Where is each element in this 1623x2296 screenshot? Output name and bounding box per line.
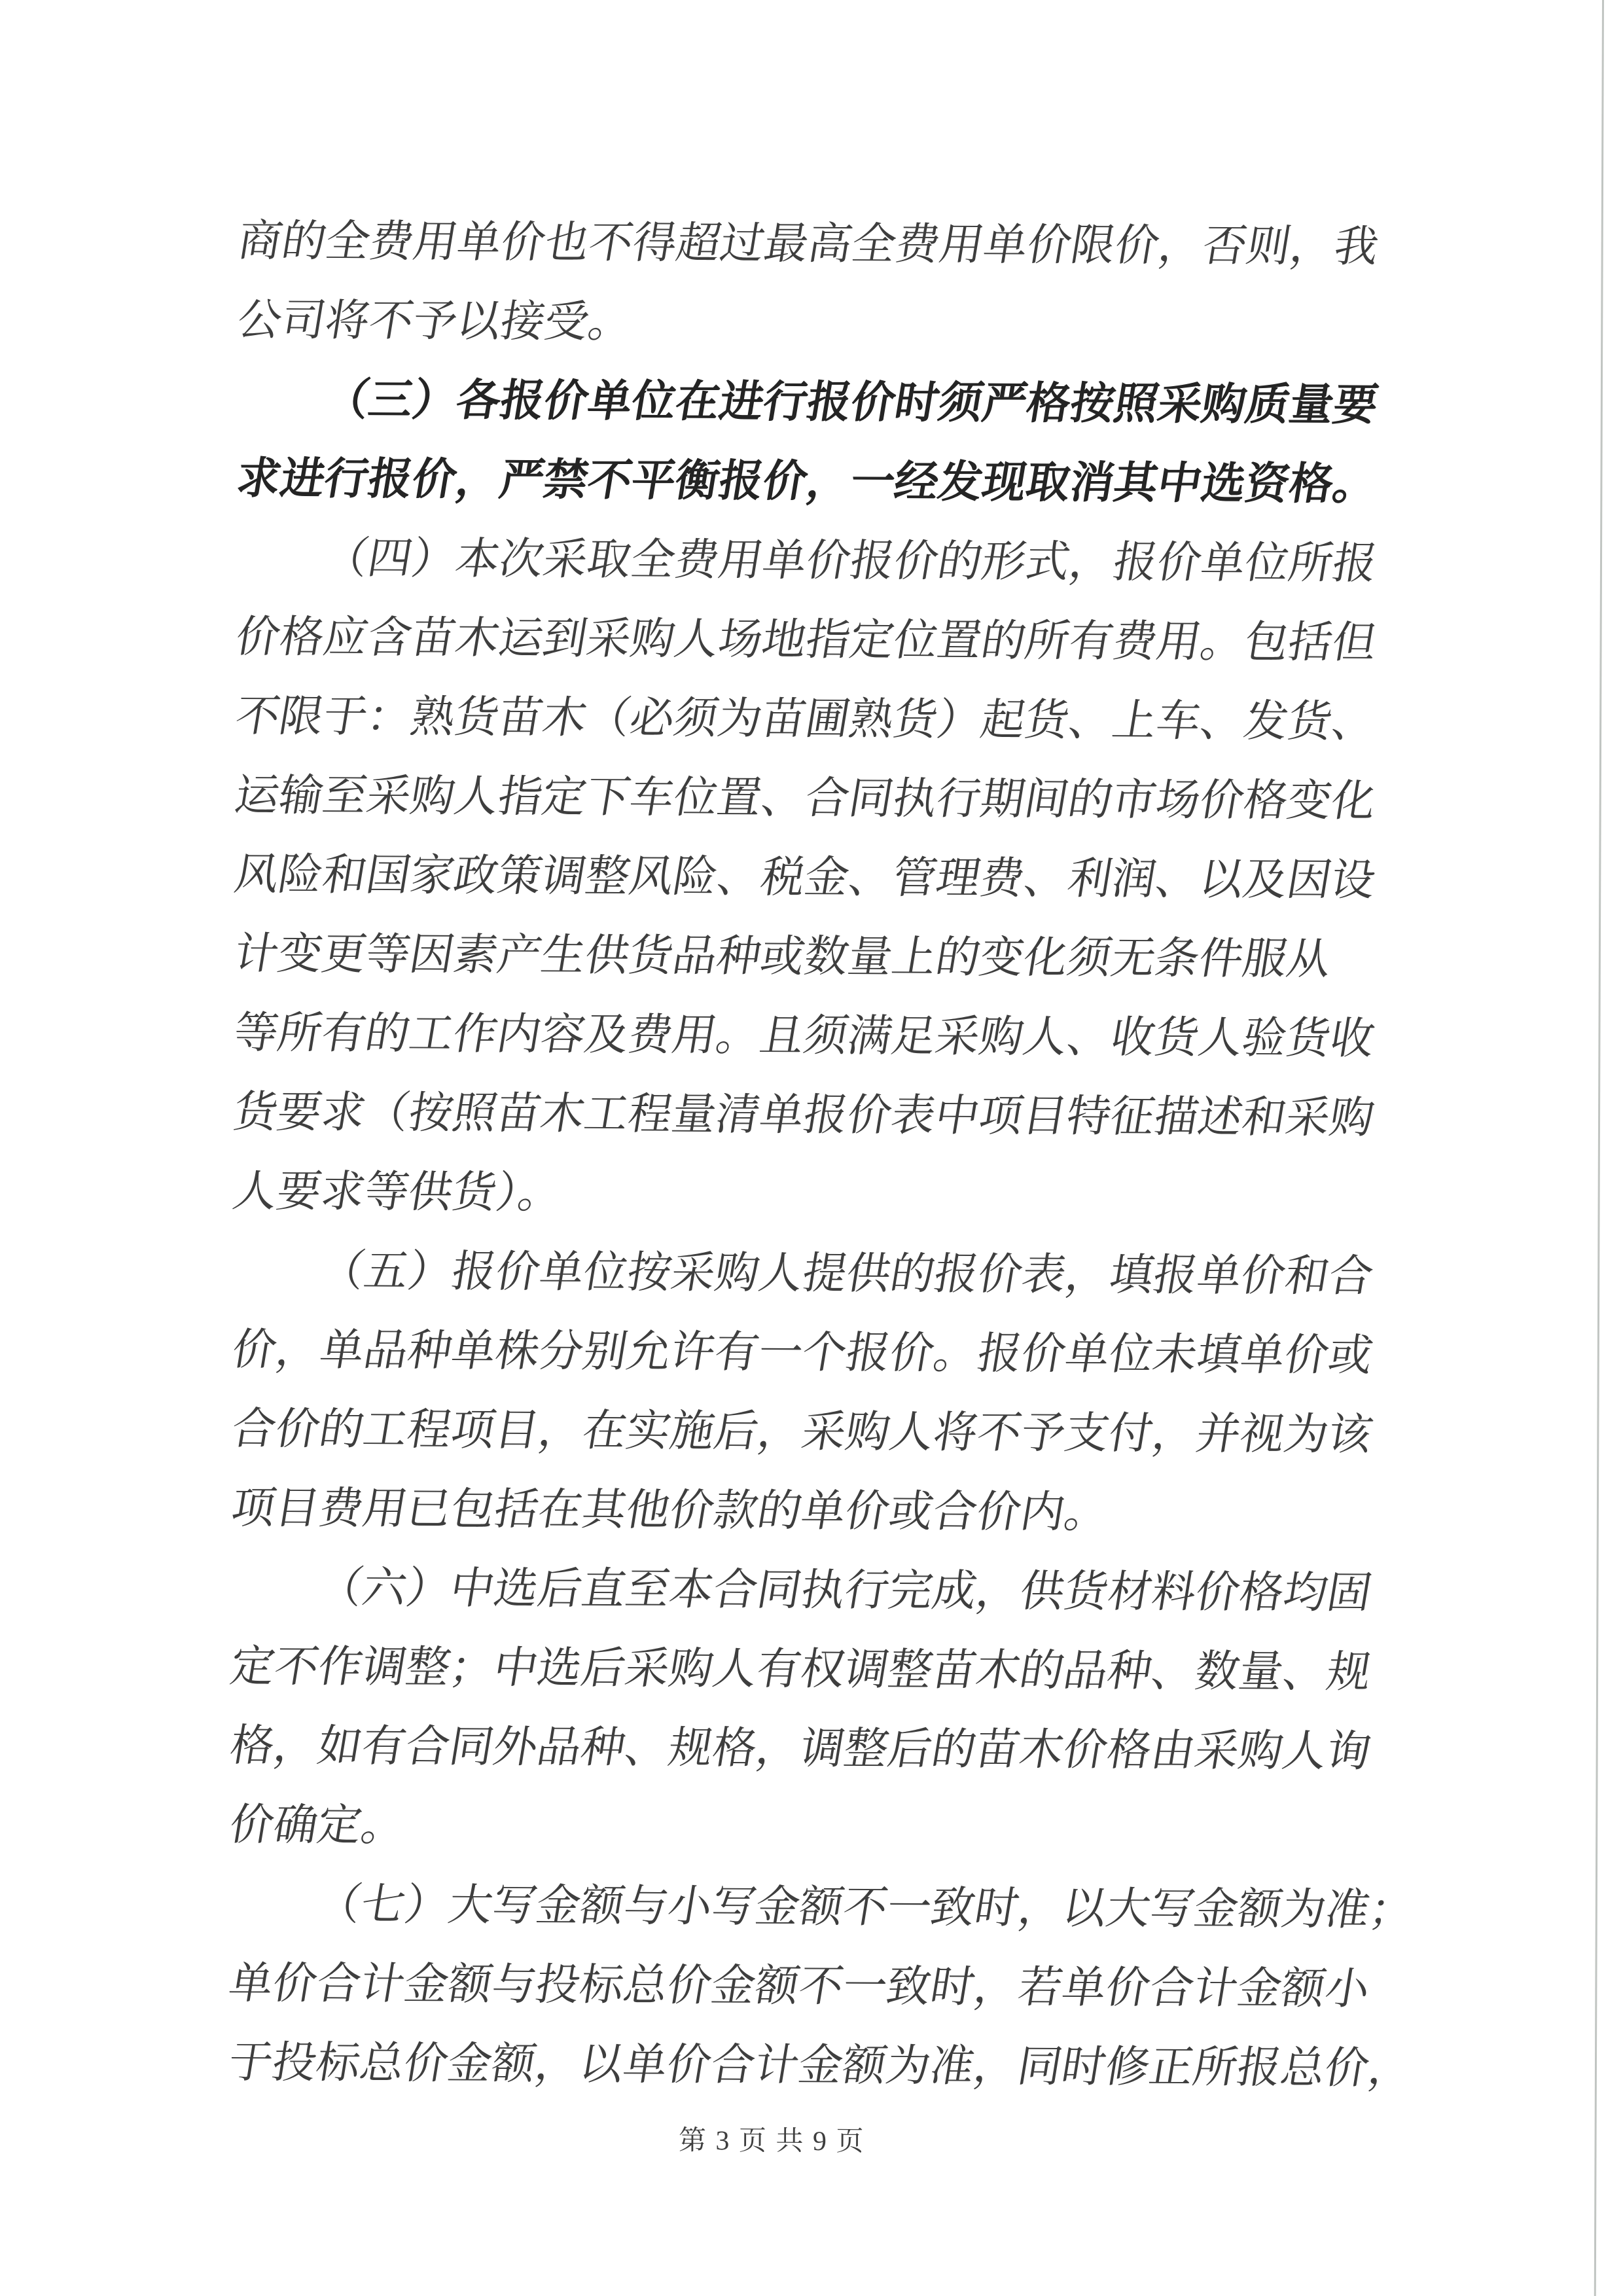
- text-line: （六）中选后直至本合同执行完成，供货材料价格均固: [315, 1564, 1376, 1618]
- text-line: （五）报价单位按采购人提供的报价表，填报单价和合: [316, 1247, 1377, 1301]
- text-line: 运输至采购人指定下车位置、合同执行期间的市场价格变化: [231, 771, 1380, 826]
- text-line: （三）各报价单位在进行报价时须严格按照采购质量要: [321, 376, 1382, 430]
- text-line: 价确定。: [226, 1801, 410, 1850]
- text-line: （四）本次采取全费用单价报价的形式，报价单位所报: [320, 534, 1381, 588]
- text-line: 定不作调整；中选后采购人有权调整苗木的品种、数量、规: [226, 1642, 1375, 1697]
- text-line: 价，单品种单株分别允许有一个报价。报价单位未填单价或: [228, 1325, 1377, 1380]
- text-line: 商的全费用单价也不得超过最高全费用单价限价，否则，我: [234, 217, 1383, 272]
- text-line: 单价合计金额与投标总价金额不一致时，若单价合计金额小: [225, 1959, 1374, 2014]
- text-line: 风险和国家政策调整风险、税金、管理费、利润、以及因设: [231, 850, 1380, 905]
- text-line: 计变更等因素产生供货品种或数量上的变化须无条件服从: [230, 929, 1335, 984]
- text-line: 等所有的工作内容及费用。且须满足采购人、收货人验货收: [230, 1009, 1378, 1064]
- text-line: 价格应含苗木运到采购人场地指定位置的所有费用。包括但: [232, 613, 1381, 668]
- text-line: 不限于：熟货苗木（必须为苗圃熟货）起货、上车、发货、: [232, 692, 1380, 747]
- text-line: （七）大写金额与小写金额不一致时，以大写金额为准；: [313, 1880, 1418, 1935]
- text-line: 于投标总价金额，以单价合计金额为准，同时修正所报总价，: [224, 2038, 1417, 2093]
- text-line: 合价的工程项目，在实施后，采购人将不予支付，并视为该: [228, 1405, 1376, 1460]
- text-line: 货要求（按照苗木工程量清单报价表中项目特征描述和采购: [230, 1088, 1378, 1143]
- text-line: 公司将不予以接受。: [234, 296, 637, 347]
- body-text: [224, 202, 1418, 2108]
- text-line: 求进行报价，严禁不平衡报价，一经发现取消其中选资格。: [233, 454, 1382, 509]
- page-number: 第 3 页 共 9 页: [678, 2125, 865, 2157]
- text-line: 项目费用已包括在其他价款的单价或合价内。: [227, 1484, 1113, 1537]
- text-line: 人要求等供货）。: [229, 1167, 567, 1217]
- text-line: 格，如有合同外品种、规格，调整后的苗木价格由采购人询: [226, 1721, 1375, 1776]
